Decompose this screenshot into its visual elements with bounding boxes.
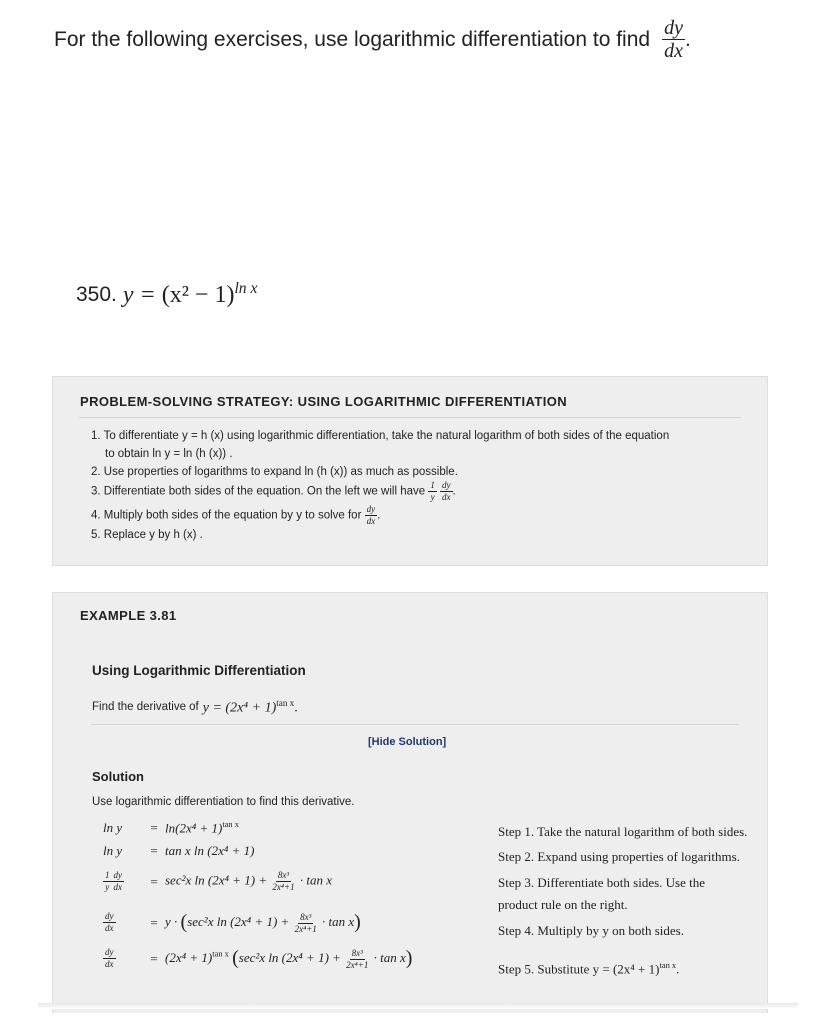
- bottom-shadow: [38, 1003, 798, 1009]
- derivation-row-3: $\frac{1}{y}$ $\frac{dy}{dx}$ = sec²x ln (2x⁴ + 1) + $\frac{\text{8x³}}{\text{2x⁴+1}}$ · tan x: [105, 870, 332, 892]
- step-explanation-5: Step 5. Substitute $y = (2x^4 + 1)^{tan x}$.: [498, 960, 680, 977]
- derivation-row-2: ln y = tan x ln (2x⁴ + 1): [103, 843, 255, 858]
- example-problem: Find the derivative of $y = (2x^4 + 1)^{tan x}$.: [92, 698, 298, 716]
- strategy-box: [52, 376, 768, 566]
- example-subtitle: Using Logarithmic Differentiation: [92, 663, 306, 678]
- strategy-step-4: 4. Multiply both sides of the equation by y to solve for $\frac{dy}{dx}$ .: [91, 504, 381, 526]
- strategy-step-5: 5. Replace y by h (x) .: [91, 529, 203, 541]
- derivation-row-4: $\frac{dy}{dx}$ = y · (sec²x ln (2x⁴ + 1) + $\frac{\text{8x³}}{\text{2x⁴+1}}$ · tan x): [105, 911, 361, 934]
- strategy-title: PROBLEM-SOLVING STRATEGY: USING LOGARITHMIC DIFFERENTIATION: [80, 394, 568, 409]
- dy-dx-fraction: $\frac{dy}{dx}$: [664, 17, 683, 62]
- exercise-350: [76, 280, 257, 309]
- step-explanation-3: Step 3. Differentiate both sides. Use the product rule on the right.: [498, 875, 705, 912]
- example-box: [52, 592, 768, 1013]
- example-title: EXAMPLE 3.81: [80, 608, 177, 623]
- step-explanation-2: Step 2. Expand using properties of logarithms.: [498, 849, 740, 864]
- step-explanation-1: Step 1. Take the natural logarithm of both sides.: [498, 824, 748, 839]
- exercise-number: 350.: [76, 282, 117, 306]
- strategy-divider: [79, 417, 741, 418]
- step-explanation-4: Step 4. Multiply by y on both sides.: [498, 923, 684, 938]
- derivation-row-1: ln y = $\ln(2x^4 + 1)^{tan x}$: [103, 819, 239, 836]
- exercise-instruction: For the following exercises, use logarithmic differentiation to find $\frac{dy}{dx}$ .: [54, 17, 691, 62]
- solution-intro: Use logarithmic differentiation to find this derivative.: [92, 796, 355, 808]
- exercise-equation: $y = (x^2 - 1)^{ln x}$: [122, 280, 258, 308]
- instruction-text: For the following exercises, use logarithmic differentiation to find: [54, 27, 651, 51]
- strategy-step-3: 3. Differentiate both sides of the equation. On the left we will have $\frac{1}{y}$ $\frac{dy}{dx}$ .: [91, 480, 456, 502]
- derivation-row-5: $\frac{dy}{dx}$ = $(2x^4 + 1)^{tan x}$ (sec²x ln (2x⁴ + 1) + $\frac{\text{8x³}}{\text{2x⁴+1}}$ · tan x): [105, 947, 413, 970]
- example-divider: [91, 724, 739, 725]
- hide-solution-link[interactable]: [Hide Solution]: [368, 736, 447, 748]
- solution-title: Solution: [92, 769, 144, 784]
- strategy-step-1: 1. To differentiate y = h (x) using logarithmic differentiation, take the natural logarithm of both sides of the equation to obtain ln y = ln (h (x)) .: [91, 430, 670, 460]
- strategy-step-2: 2. Use properties of logarithms to expand ln (h (x)) as much as possible.: [91, 466, 458, 478]
- strategy-steps: [91, 427, 741, 544]
